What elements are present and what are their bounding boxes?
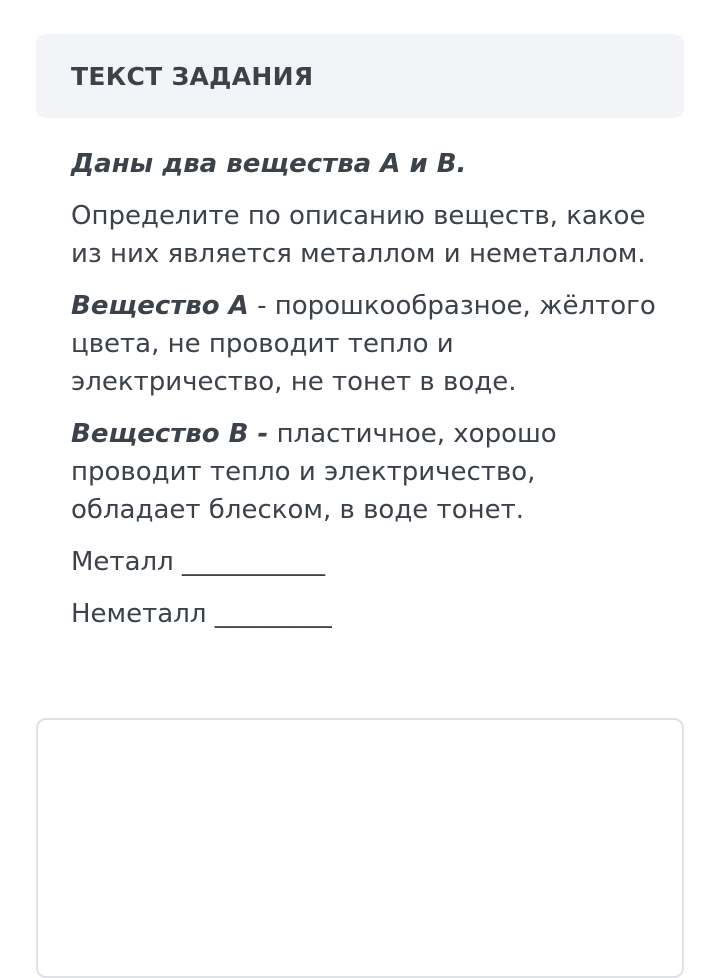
metal-line: Металл ___________	[71, 547, 326, 577]
task-text-title: ТЕКСТ ЗАДАНИЯ	[71, 61, 314, 91]
substance-b-description: пластичное, хорошо проводит тепло и электричество, обладает блеском, в воде тонет.	[71, 419, 557, 525]
substance-a-label: Вещество А	[71, 291, 249, 321]
answer-input-box[interactable]	[36, 718, 684, 978]
nonmetal-line: Неметалл _________	[71, 599, 332, 629]
task-text-header	[36, 34, 684, 118]
substance-a-paragraph	[71, 287, 671, 401]
substance-b-label: Вещество В -	[71, 419, 269, 449]
substance-b-paragraph	[71, 415, 671, 529]
substance-a-description: - порошкообразное, жёлтого цвета, не проводит тепло и электричество, не тонет в воде.	[71, 291, 656, 397]
task-body	[71, 145, 671, 647]
task-intro: Даны два вещества А и В.	[71, 149, 467, 179]
task-question: Определите по описанию веществ, какое из них является металлом и неметаллом.	[71, 201, 646, 269]
